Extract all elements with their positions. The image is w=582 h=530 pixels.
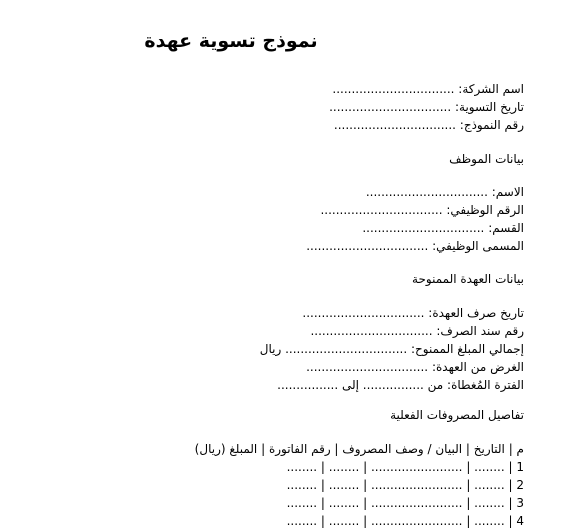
job-title-field <box>44 237 524 255</box>
custody-date-field <box>44 304 524 322</box>
field-value: ................................ <box>306 360 429 374</box>
field-value: ................................ <box>310 324 433 338</box>
field-value: ................................ <box>320 203 443 217</box>
field-value: ................................ <box>302 306 425 320</box>
field-value: من ................ إلى ................ <box>277 378 444 392</box>
field-value: ................................ <box>332 82 455 96</box>
expenses-table-header: م | التاريخ | البيان / وصف المصروف | رقم الفاتورة | المبلغ (ريال) <box>194 442 524 456</box>
department-field <box>44 219 524 237</box>
field-label: الرقم الوظيفي: <box>446 203 524 217</box>
employee-id-field <box>44 201 524 219</box>
field-label: الغرض من العهدة: <box>431 360 524 374</box>
field-label: تاريخ التسوية: <box>454 100 524 114</box>
table-row: 3 | ........ | ........................ | ........ | ........ <box>286 496 524 510</box>
company-name-field <box>44 80 524 98</box>
custody-section-heading: بيانات العهدة الممنوحة <box>412 272 524 286</box>
form-number-field <box>44 116 524 134</box>
table-row: 2 | ........ | ........................ | ........ | ........ <box>286 478 524 492</box>
document-title: نموذج تسوية عهدة <box>144 30 318 52</box>
field-value: ................................ <box>333 118 456 132</box>
voucher-number-field <box>44 322 524 340</box>
field-label: رقم سند الصرف: <box>436 324 524 338</box>
field-value: ................................ <box>365 185 488 199</box>
expenses-section-heading: تفاصيل المصروفات الفعلية <box>390 408 524 422</box>
field-value: ................................ <box>362 221 485 235</box>
field-label: الفترة المُغطاة: <box>447 378 524 392</box>
field-label: تاريخ صرف العهدة: <box>428 306 524 320</box>
purpose-field <box>44 358 524 376</box>
field-label: رقم النموذج: <box>459 118 524 132</box>
field-label: الاسم: <box>491 185 524 199</box>
field-label: اسم الشركة: <box>458 82 524 96</box>
total-amount-field <box>44 340 524 358</box>
settlement-date-field <box>44 98 524 116</box>
employee-section-heading: بيانات الموظف <box>449 152 524 166</box>
table-row: 4 | ........ | ........................ | ........ | ........ <box>286 514 524 528</box>
field-value: ................................ <box>306 239 429 253</box>
covered-period-field <box>44 376 524 394</box>
field-label: إجمالي المبلغ الممنوح: <box>410 342 524 356</box>
field-value: ................................ <box>329 100 452 114</box>
field-label: القسم: <box>488 221 524 235</box>
table-row: 1 | ........ | ........................ | ........ | ........ <box>286 460 524 474</box>
employee-name-field <box>44 183 524 201</box>
field-label: المسمى الوظيفي: <box>432 239 524 253</box>
field-value: ................................ ريال <box>259 342 408 356</box>
